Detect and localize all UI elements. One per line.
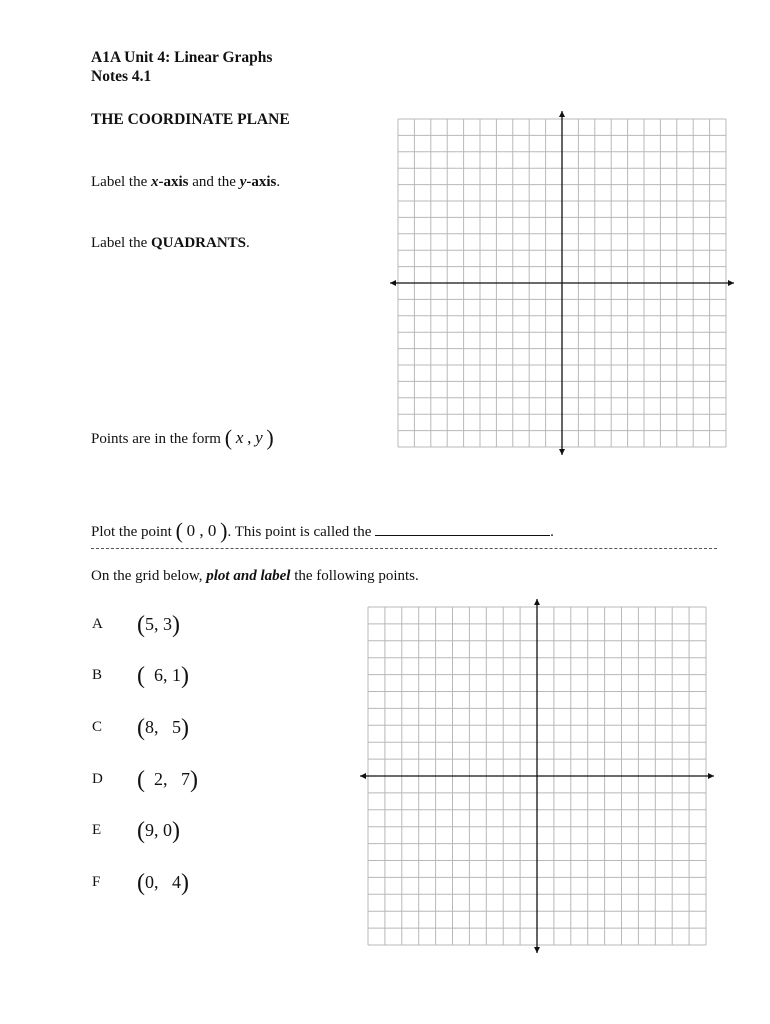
plot-origin-instruction: Plot the point ( 0 , 0 ). This point is called the .: [91, 518, 554, 543]
dashed-divider: [91, 548, 717, 549]
point-coords-f: (0, 4): [137, 870, 189, 896]
point-coords-d: ( 2, 7): [137, 767, 198, 793]
point-coords-b: ( 6, 1): [137, 663, 189, 689]
x-axis-right-arrow-icon: [708, 773, 714, 779]
x-axis-left-arrow-icon: [390, 280, 396, 286]
point-coords-e: (9, 0): [137, 818, 180, 844]
plot-label-instruction: On the grid below, plot and label the following points.: [91, 568, 419, 584]
y-axis-up-arrow-icon: [534, 599, 540, 605]
points-form-statement: Points are in the form ( x , y ): [91, 425, 274, 450]
label-axes-instruction: Label the x-axis and the y-axis.: [91, 174, 281, 190]
title-line-2: Notes 4.1: [91, 68, 152, 85]
point-label-b: B: [92, 667, 103, 683]
point-coords-a: (5, 3): [137, 612, 180, 638]
point-label-f: F: [92, 874, 101, 890]
x-axis-left-arrow-icon: [360, 773, 366, 779]
point-label-e: E: [92, 822, 102, 838]
y-axis-up-arrow-icon: [559, 111, 565, 117]
point-label-d: D: [92, 771, 103, 787]
section-title: THE COORDINATE PLANE: [91, 111, 290, 128]
point-label-c: C: [92, 719, 103, 735]
y-axis-down-arrow-icon: [534, 947, 540, 953]
coordinate-grid-top[interactable]: [390, 105, 740, 465]
origin-name-blank[interactable]: [375, 522, 550, 536]
point-coords-c: (8, 5): [137, 715, 189, 741]
y-axis-down-arrow-icon: [559, 449, 565, 455]
title-line-1: A1A Unit 4: Linear Graphs: [91, 49, 273, 66]
x-axis-right-arrow-icon: [728, 280, 734, 286]
worksheet-title: [91, 48, 272, 86]
point-label-a: A: [92, 616, 103, 632]
label-quadrants-instruction: Label the QUADRANTS.: [91, 235, 250, 251]
coordinate-grid-bottom[interactable]: [360, 595, 725, 965]
